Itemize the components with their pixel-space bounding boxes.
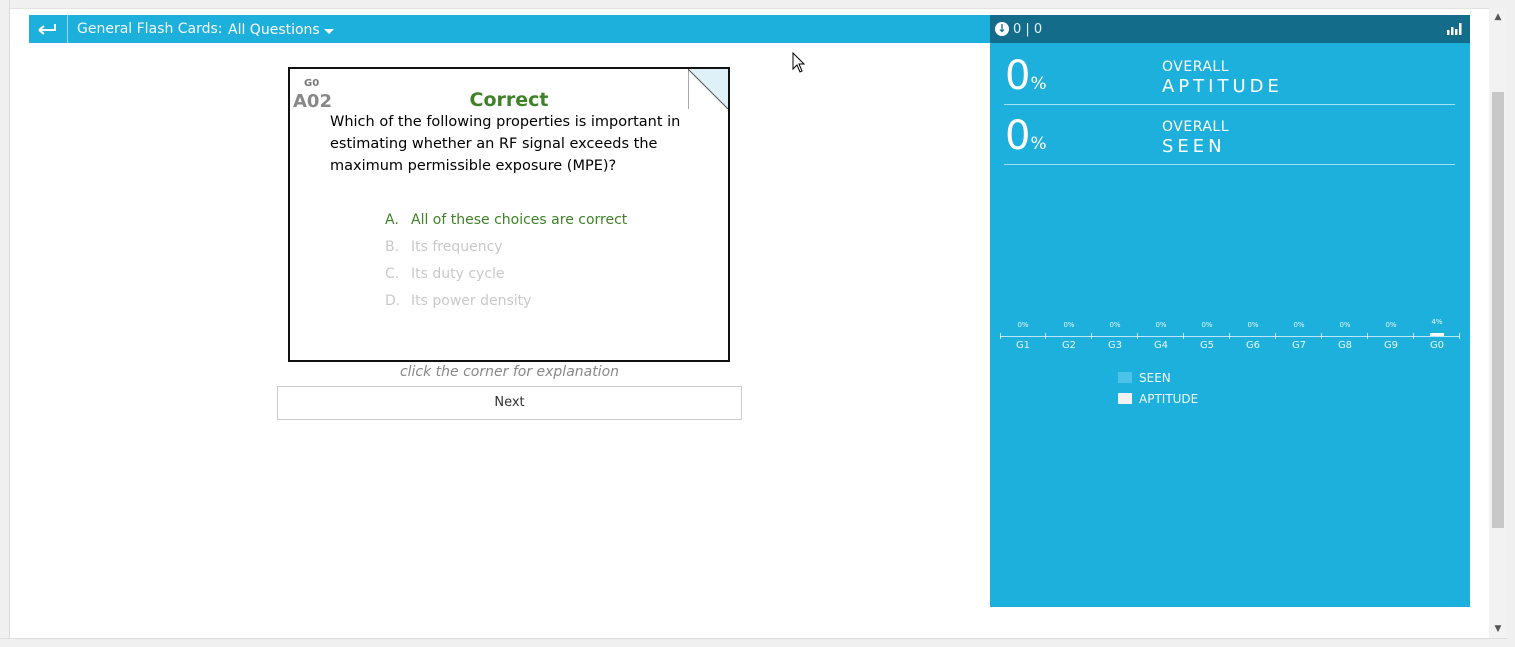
bar-chart-icon[interactable] [1446,23,1462,35]
stats-header [990,15,1470,43]
overall-aptitude-row [1004,45,1455,105]
seen-label: SEEN [1162,136,1226,157]
bar-category-label: G6 [1245,340,1261,351]
next-button[interactable]: Next [277,386,742,420]
answer-option-a[interactable] [385,208,715,235]
subelement-label: G0 [304,78,320,89]
bar-category-label: G8 [1337,340,1353,351]
bar-value-label: 0% [1385,321,1397,329]
bar-value-label: 0% [1155,321,1167,329]
aptitude-label-top: OVERALL [1162,59,1230,75]
axis-tick [1000,333,1001,339]
legend-label-seen: SEEN [1139,370,1171,385]
answer-text: All of these choices are correct [411,212,628,228]
chart-legend [1118,367,1198,409]
bar-category-label: G2 [1061,340,1077,351]
answer-option-d[interactable] [385,289,715,316]
answer-letter: C. [385,266,400,282]
legend-swatch-aptitude [1118,393,1132,404]
bar-category-label: G3 [1107,340,1123,351]
overall-seen-row [1004,105,1455,165]
seen-number: 0 [1005,113,1031,159]
axis-tick [1091,333,1092,339]
answer-option-b[interactable] [385,235,715,262]
question-filter-dropdown[interactable] [228,22,334,38]
seen-label-top: OVERALL [1162,119,1230,135]
aptitude-number: 0 [1005,53,1031,99]
legend-item-aptitude [1118,388,1198,409]
legend-swatch-seen [1118,372,1132,383]
subelement-bar-chart [1000,313,1460,353]
axis-tick [1321,333,1322,339]
bar-category-label: G4 [1153,340,1169,351]
window-right-edge [1507,0,1515,646]
axis-tick [1275,333,1276,339]
question-filter-label: All Questions [228,22,320,38]
bar-value-label: 4% [1431,318,1443,326]
axis-tick [1413,333,1414,339]
answer-letter: D. [385,293,401,309]
bar-category-label: G7 [1291,340,1307,351]
bar-value-label: 0% [1109,321,1121,329]
mouse-pointer-icon [792,52,806,74]
bar-category-label: G0 [1429,340,1445,351]
seen-unit: % [1030,134,1047,154]
window-left-edge [0,0,10,646]
bar-value-label: 0% [1247,321,1259,329]
aptitude-unit: % [1030,74,1047,94]
answer-list [385,208,715,316]
flashcard-toolbar [29,15,990,43]
answer-option-c[interactable] [385,262,715,289]
scroll-up-arrow-icon[interactable]: ▲ [1494,12,1502,22]
bar-value-label: 0% [1017,321,1029,329]
vertical-scrollbar[interactable] [1489,8,1507,638]
legend-label-aptitude: APTITUDE [1139,391,1199,406]
answer-text: Its duty cycle [411,266,505,282]
bar-value-label: 0% [1063,321,1075,329]
caret-down-icon [324,29,334,34]
question-id: A02 [293,91,332,112]
flash-card [288,67,730,362]
window-top-edge [0,0,1515,9]
answer-letter: A. [385,212,399,228]
download-circle-icon[interactable]: ↓ [995,22,1009,36]
axis-tick [1367,333,1368,339]
aptitude-label: APTITUDE [1162,76,1283,97]
scroll-down-arrow-icon[interactable]: ▼ [1494,624,1502,634]
axis-tick [1459,333,1460,339]
axis-tick [1229,333,1230,339]
bar-value-label: 0% [1339,321,1351,329]
axis-tick [1045,333,1046,339]
axis-tick [1137,333,1138,339]
aptitude-value [1005,53,1047,107]
deck-title: General Flash Cards: [77,21,223,37]
axis-tick [1183,333,1184,339]
bar-value-label: 0% [1293,321,1305,329]
bar-category-label: G9 [1383,340,1399,351]
bar-value-label: 0% [1201,321,1213,329]
bar-category-label: G1 [1015,340,1031,351]
answer-text: Its frequency [411,239,503,255]
back-arrow-icon [38,23,58,35]
scrollbar-thumb[interactable] [1492,92,1504,528]
explanation-hint: click the corner for explanation [399,364,620,380]
seen-value [1005,113,1047,167]
back-button[interactable] [29,15,68,43]
session-count: 0 | 0 [1013,22,1043,37]
explanation-corner-fold[interactable] [688,69,728,109]
bar-category-label: G5 [1199,340,1215,351]
question-text: Which of the following properties is important in estimating whether an RF signal exceeds the maximum permissible exposure (MPE)? [330,114,681,174]
chart-axis-line [1000,336,1460,337]
stats-panel [990,43,1470,607]
bar-g0 [1430,333,1444,336]
answer-text: Its power density [411,293,532,309]
answer-letter: B. [385,239,400,255]
legend-item-seen [1118,367,1198,388]
answer-status: Correct [469,89,549,111]
